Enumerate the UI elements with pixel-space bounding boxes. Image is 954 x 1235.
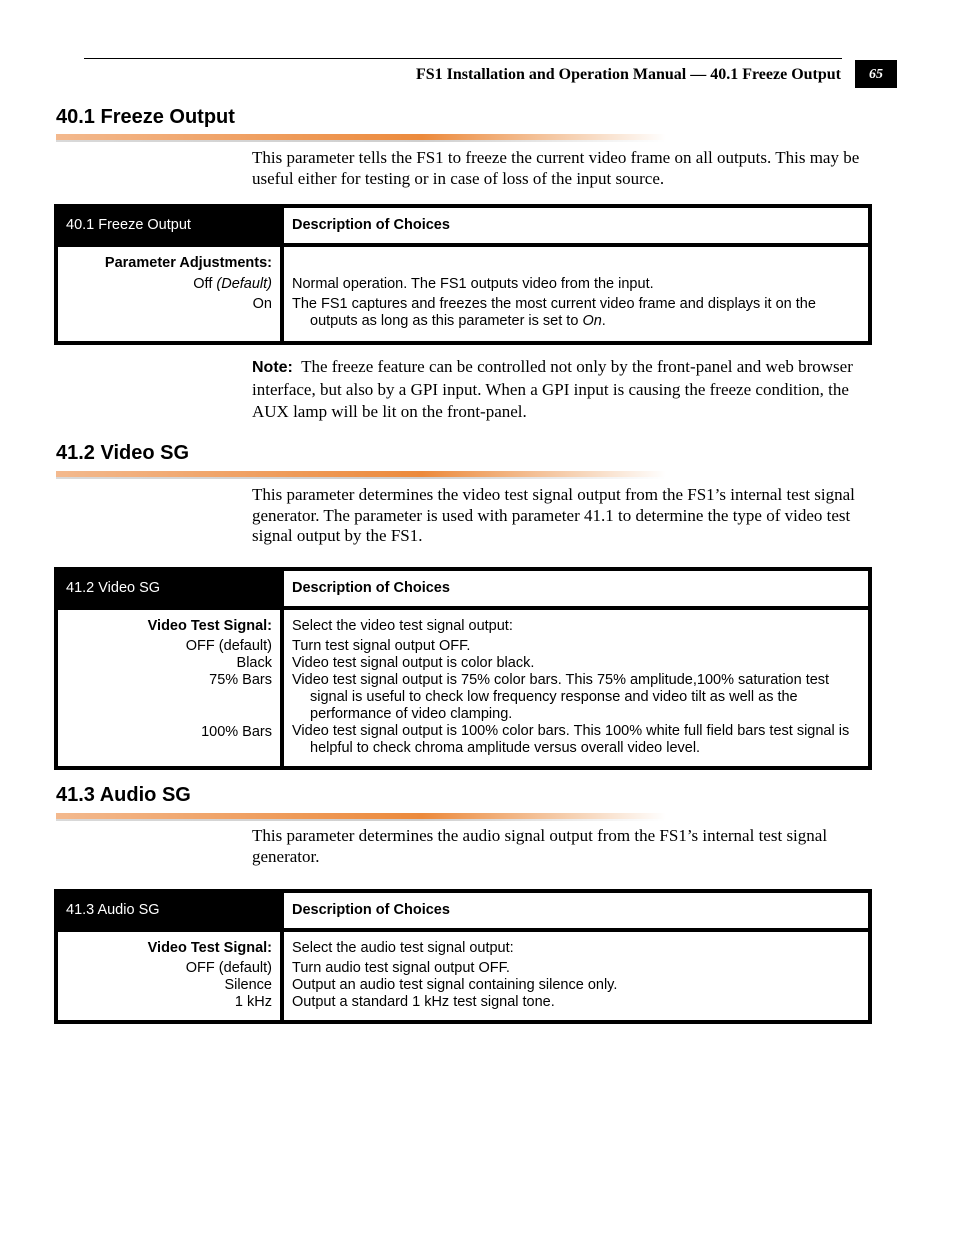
page-number: 65 <box>855 60 897 88</box>
choice-off: OFF (default) <box>185 960 272 976</box>
choice-silence: Silence <box>224 977 272 993</box>
table-header-right: Description of Choices <box>284 571 868 606</box>
parameter-table-freeze-output <box>54 204 872 345</box>
table-descriptions <box>284 610 868 766</box>
parameter-table-audio-sg <box>54 889 872 1024</box>
choice-off: Off (Default) <box>193 276 272 292</box>
table-header-left: 40.1 Freeze Output <box>58 208 280 243</box>
choice-black: Black <box>236 655 272 671</box>
table-header-left: 41.3 Audio SG <box>58 893 280 928</box>
table-header-left: 41.2 Video SG <box>58 571 280 606</box>
section-title-freeze-output: 40.1 Freeze Output <box>56 106 235 128</box>
note-block <box>252 356 872 423</box>
desc-intro: Select the video test signal output: <box>292 618 513 634</box>
desc-off: Turn audio test signal output OFF. <box>292 960 510 976</box>
desc-off: Turn test signal output OFF. <box>292 638 471 654</box>
table-descriptions <box>284 247 868 341</box>
header-rule <box>84 58 842 59</box>
section-intro: This parameter determines the video test signal output from the FS1’s internal test signal generator. The parameter is used with parameter 41.1 to determine the type of video test signal output by the FS1. <box>252 485 855 545</box>
section-title-audio-sg: 41.3 Audio SG <box>56 784 191 806</box>
desc-75-bars: Video test signal output is 75% color bars. This 75% amplitude,100% saturation test signal is useful to check low frequency response and video tilt as well as the performance of video clamping. <box>292 672 830 722</box>
table-choices <box>58 932 280 1020</box>
choice-1khz: 1 kHz <box>234 994 272 1010</box>
desc-black: Video test signal output is color black. <box>292 655 535 671</box>
table-choices <box>58 610 280 766</box>
desc-silence: Output an audio test signal containing silence only. <box>292 977 618 993</box>
section-intro: This parameter tells the FS1 to freeze the current video frame on all outputs. This may be useful either for testing or in case of loss of the input source. <box>252 148 860 188</box>
table-header-right: Description of Choices <box>284 893 868 928</box>
note-label: Note: <box>252 359 293 376</box>
running-header: FS1 Installation and Operation Manual — 40.1 Freeze Output <box>415 66 841 83</box>
param-label: Video Test Signal: <box>147 618 272 634</box>
choice-on: On <box>252 296 272 312</box>
param-label: Parameter Adjustments: <box>104 255 272 271</box>
choice-75-bars: 75% Bars <box>209 672 272 688</box>
section-rule <box>56 813 666 819</box>
desc-off: Normal operation. The FS1 outputs video from the input. <box>292 276 654 292</box>
desc-intro: Select the audio test signal output: <box>292 940 514 956</box>
note-text: The freeze feature can be controlled not only by the front-panel and web browser interface, but also by a GPI input. When a GPI input is causing the freeze condition, the AUX lamp will be lit on the front-panel. <box>252 357 853 421</box>
choice-100-bars: 100% Bars <box>201 724 272 740</box>
parameter-table-video-sg <box>54 567 872 770</box>
section-intro: This parameter determines the audio signal output from the FS1’s internal test signal generator. <box>252 826 828 866</box>
table-descriptions <box>284 932 868 1020</box>
table-choices <box>58 247 280 341</box>
section-title-video-sg: 41.2 Video SG <box>56 442 190 464</box>
desc-on: The FS1 captures and freezes the most current video frame and displays it on the outputs as long as this parameter is set to On. <box>292 296 816 329</box>
desc-1khz: Output a standard 1 kHz test signal tone. <box>292 994 555 1010</box>
section-rule <box>56 134 666 140</box>
desc-100-bars: Video test signal output is 100% color bars. This 100% white full field bars test signal is helpful to check chroma amplitude versus overall video level. <box>292 723 850 756</box>
choice-off: OFF (default) <box>185 638 272 654</box>
table-header-right: Description of Choices <box>284 208 868 243</box>
section-rule <box>56 471 666 477</box>
param-label: Video Test Signal: <box>147 940 272 956</box>
